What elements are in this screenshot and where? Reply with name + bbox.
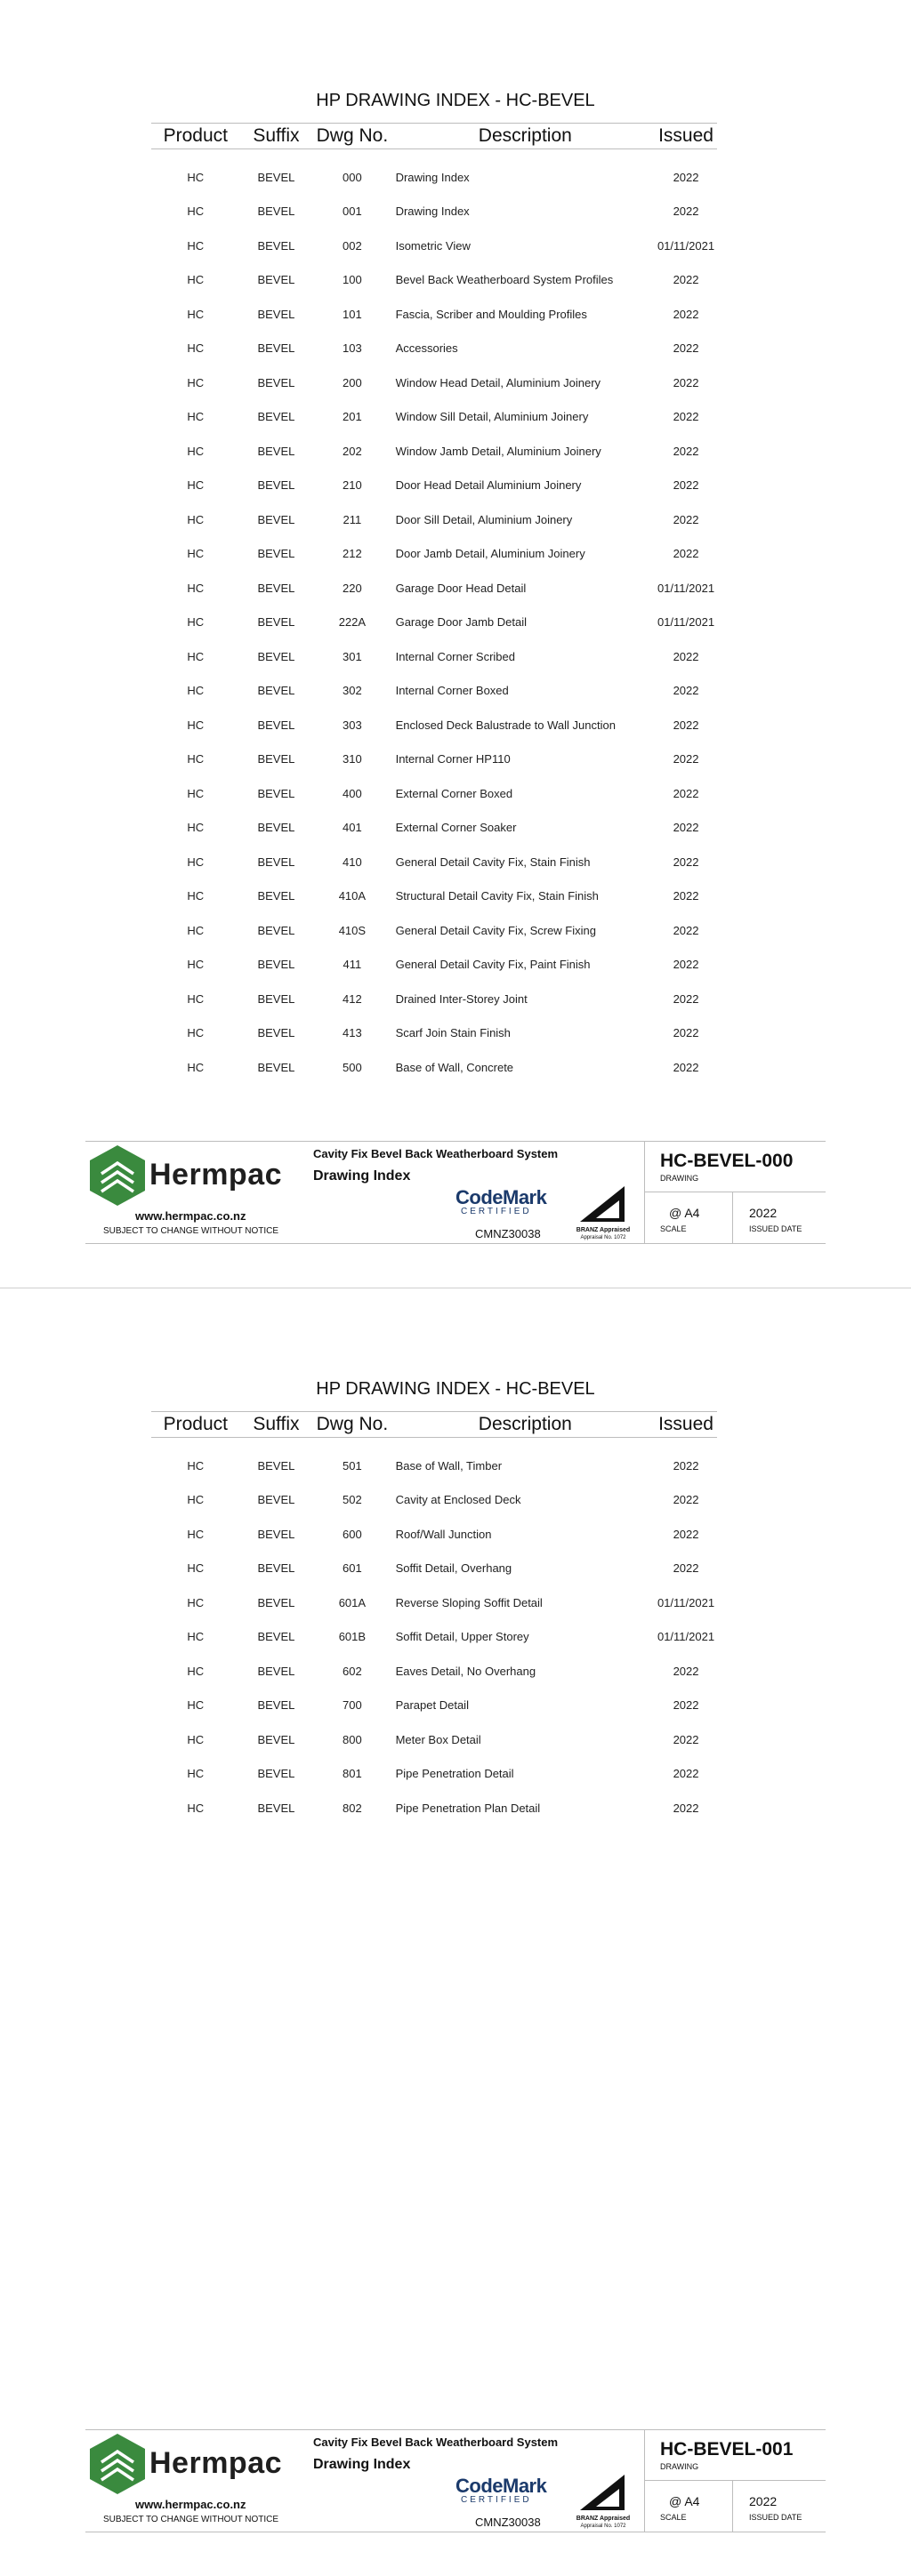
dwg-no-cell: 501 (343, 1458, 362, 1473)
drawing-number: HC-BEVEL-001 (660, 2439, 794, 2460)
issued-cell: 2022 (673, 1732, 699, 1746)
description-cell: Drawing Index (395, 205, 470, 219)
description-cell: Parapet Detail (395, 1698, 469, 1713)
suffix-cell: BEVEL (257, 444, 295, 458)
table-row (151, 674, 717, 709)
table-row (151, 297, 717, 332)
description-cell: Soffit Detail, Upper Storey (395, 1630, 529, 1644)
product-cell: HC (187, 1732, 205, 1746)
branz-logo (575, 1183, 632, 1241)
drawing-number: HC-BEVEL-000 (660, 1151, 794, 1171)
branz-mark-icon (575, 1183, 632, 1225)
issued-cell: 2022 (673, 821, 699, 835)
suffix-cell: BEVEL (257, 1732, 295, 1746)
table-row (151, 845, 717, 879)
description-cell: Fascia, Scriber and Moulding Profiles (395, 307, 587, 321)
dwg-no-cell: 222A (338, 615, 367, 630)
dwg-no-cell: 302 (343, 684, 362, 698)
dwg-no-cell: 201 (343, 410, 362, 424)
dwg-no-cell: 310 (343, 752, 362, 766)
dwg-no-cell: 410A (338, 889, 367, 903)
issued-cell: 2022 (673, 375, 699, 389)
col-description: Description (392, 1412, 655, 1438)
product-cell: HC (187, 1060, 205, 1074)
product-cell: HC (187, 958, 205, 972)
description-cell: Base of Wall, Concrete (395, 1060, 514, 1074)
description-cell: External Corner Soaker (395, 821, 517, 835)
suffix-cell: BEVEL (257, 923, 295, 937)
product-cell: HC (187, 855, 205, 869)
suffix-cell: BEVEL (257, 1801, 295, 1815)
product-cell: HC (187, 547, 205, 561)
suffix-cell: BEVEL (257, 205, 295, 219)
notice-text: SUBJECT TO CHANGE WITHOUT NOTICE (103, 2515, 279, 2524)
table-row (151, 708, 717, 742)
product-cell: HC (187, 478, 205, 493)
issued-cell: 2022 (673, 547, 699, 561)
suffix-cell: BEVEL (257, 238, 295, 253)
description-cell: Soffit Detail, Overhang (395, 1561, 512, 1576)
product-cell: HC (187, 1458, 205, 1473)
dwg-no-cell: 000 (343, 170, 362, 184)
product-cell: HC (187, 581, 205, 595)
suffix-cell: BEVEL (257, 786, 295, 800)
description-cell: External Corner Boxed (395, 786, 513, 800)
suffix-cell: BEVEL (257, 478, 295, 493)
col-issued: Issued (655, 1412, 717, 1438)
product-cell: HC (187, 1698, 205, 1713)
issued-cell: 01/11/2021 (657, 1595, 715, 1609)
suffix-cell: BEVEL (257, 1664, 295, 1678)
issued-cell: 2022 (673, 1458, 699, 1473)
table-row (151, 434, 717, 469)
branz-text: BRANZ Appraised Appraisal No. 1072 (576, 2516, 631, 2529)
issued-cell: 2022 (673, 786, 699, 800)
table-row (151, 811, 717, 846)
suffix-cell: BEVEL (257, 855, 295, 869)
suffix-cell: BEVEL (257, 718, 295, 732)
product-cell: HC (187, 889, 205, 903)
index-title: HP DRAWING INDEX - HC-BEVEL (316, 1379, 595, 1399)
table-row (151, 229, 717, 263)
suffix-cell: BEVEL (257, 684, 295, 698)
brand-name: Hermpac (149, 1158, 283, 1192)
issued-cell: 2022 (673, 889, 699, 903)
dwg-no-cell: 411 (343, 958, 362, 972)
product-cell: HC (187, 1595, 205, 1609)
issued-cell: 2022 (673, 1493, 699, 1507)
dwg-no-cell: 210 (343, 478, 362, 493)
product-cell: HC (187, 410, 205, 424)
table-row (151, 1620, 717, 1655)
title-block (85, 1141, 826, 1244)
issued-cell: 2022 (673, 1767, 699, 1781)
description-cell: Accessories (395, 341, 458, 356)
issued-cell: 2022 (673, 512, 699, 526)
dwg-no-cell: 502 (343, 1493, 362, 1507)
suffix-cell: BEVEL (257, 512, 295, 526)
dwg-no-cell: 410 (343, 855, 362, 869)
dwg-no-cell: 500 (343, 1060, 362, 1074)
col-suffix: Suffix (240, 1412, 313, 1438)
table-row (151, 469, 717, 503)
col-suffix: Suffix (240, 124, 313, 149)
description-cell: General Detail Cavity Fix, Paint Finish (395, 958, 591, 972)
brand-name: Hermpac (149, 2446, 283, 2480)
description-cell: Meter Box Detail (395, 1732, 481, 1746)
issued-cell: 2022 (673, 478, 699, 493)
issued-cell: 01/11/2021 (657, 615, 715, 630)
col-product: Product (151, 124, 240, 149)
table-row (151, 160, 717, 195)
col-dwg-no: Dwg No. (312, 1412, 391, 1438)
drawing-index-table (151, 1411, 717, 1826)
description-cell: Window Head Detail, Aluminium Joinery (395, 375, 601, 389)
dwg-no-cell: 200 (343, 375, 362, 389)
description-cell: Drawing Index (395, 170, 470, 184)
issued-cell: 2022 (673, 341, 699, 356)
hermpac-logo-icon (87, 1144, 148, 1208)
suffix-cell: BEVEL (257, 1630, 295, 1644)
dwg-no-cell: 100 (343, 273, 362, 287)
col-product: Product (151, 1412, 240, 1438)
suffix-cell: BEVEL (257, 1767, 295, 1781)
issued-cell: 2022 (673, 1060, 699, 1074)
table-row (151, 571, 717, 606)
suffix-cell: BEVEL (257, 615, 295, 630)
suffix-cell: BEVEL (257, 307, 295, 321)
suffix-cell: BEVEL (257, 1026, 295, 1040)
description-cell: Structural Detail Cavity Fix, Stain Finish (395, 889, 599, 903)
dwg-no-cell: 801 (343, 1767, 362, 1781)
issued-cell: 2022 (673, 205, 699, 219)
issued-cell: 01/11/2021 (657, 1630, 715, 1644)
drawing-name: Drawing Index (313, 2457, 411, 2472)
product-cell: HC (187, 718, 205, 732)
dwg-no-cell: 413 (343, 1026, 362, 1040)
codemark-logo (456, 1186, 571, 1216)
website-link[interactable]: www.hermpac.co.nz (135, 1209, 246, 1223)
product-cell: HC (187, 923, 205, 937)
product-cell: HC (187, 512, 205, 526)
description-cell: Enclosed Deck Balustrade to Wall Junction (395, 718, 616, 732)
branz-mark-icon (575, 2471, 632, 2514)
issued-date-value: 2022 (749, 1206, 778, 1220)
description-cell: Bevel Back Weatherboard System Profiles (395, 273, 614, 287)
table-header-row (151, 1412, 717, 1438)
col-description: Description (392, 124, 655, 149)
index-rows (151, 149, 717, 1085)
description-cell: Scarf Join Stain Finish (395, 1026, 511, 1040)
product-cell: HC (187, 1493, 205, 1507)
issued-cell: 2022 (673, 923, 699, 937)
issued-cell: 2022 (673, 1527, 699, 1541)
suffix-cell: BEVEL (257, 375, 295, 389)
codemark-certified: CERTIFIED (461, 2495, 532, 2505)
suffix-cell: BEVEL (257, 273, 295, 287)
table-row (151, 332, 717, 366)
description-cell: Door Jamb Detail, Aluminium Joinery (395, 547, 585, 561)
table-row (151, 400, 717, 435)
description-cell: Drained Inter-Storey Joint (395, 991, 528, 1006)
dwg-no-cell: 211 (343, 512, 362, 526)
table-row (151, 537, 717, 572)
suffix-cell: BEVEL (257, 547, 295, 561)
product-cell: HC (187, 341, 205, 356)
table-row (151, 1757, 717, 1792)
issued-date-label: ISSUED DATE (749, 2513, 802, 2522)
dwg-no-cell: 800 (343, 1732, 362, 1746)
drawing-sheet-2 (0, 1288, 911, 2576)
product-cell: HC (187, 205, 205, 219)
product-cell: HC (187, 991, 205, 1006)
table-row (151, 1483, 717, 1518)
dwg-no-cell: 400 (343, 786, 362, 800)
description-cell: Pipe Penetration Plan Detail (395, 1801, 541, 1815)
index-rows (151, 1438, 717, 1826)
issued-cell: 2022 (673, 991, 699, 1006)
suffix-cell: BEVEL (257, 1561, 295, 1576)
product-cell: HC (187, 1801, 205, 1815)
product-cell: HC (187, 444, 205, 458)
table-row (151, 1654, 717, 1689)
drawing-label: DRAWING (660, 1174, 699, 1183)
product-cell: HC (187, 170, 205, 184)
suffix-cell: BEVEL (257, 1595, 295, 1609)
issued-cell: 2022 (673, 718, 699, 732)
drawing-name: Drawing Index (313, 1168, 411, 1184)
suffix-cell: BEVEL (257, 410, 295, 424)
dwg-no-cell: 303 (343, 718, 362, 732)
description-cell: Roof/Wall Junction (395, 1527, 492, 1541)
description-cell: Garage Door Jamb Detail (395, 615, 527, 630)
table-row (151, 502, 717, 537)
table-row (151, 948, 717, 983)
dwg-no-cell: 412 (343, 991, 362, 1006)
dwg-no-cell: 220 (343, 581, 362, 595)
product-cell: HC (187, 684, 205, 698)
dwg-no-cell: 700 (343, 1698, 362, 1713)
suffix-cell: BEVEL (257, 752, 295, 766)
issued-cell: 2022 (673, 1698, 699, 1713)
issued-cell: 2022 (673, 307, 699, 321)
dwg-no-cell: 601 (343, 1561, 362, 1576)
description-cell: Internal Corner Boxed (395, 684, 509, 698)
suffix-cell: BEVEL (257, 991, 295, 1006)
issued-cell: 2022 (673, 170, 699, 184)
product-cell: HC (187, 273, 205, 287)
codemark-certified: CERTIFIED (461, 1207, 532, 1216)
product-cell: HC (187, 615, 205, 630)
drawing-label: DRAWING (660, 2462, 699, 2471)
table-row (151, 1050, 717, 1085)
suffix-cell: BEVEL (257, 581, 295, 595)
dwg-no-cell: 001 (343, 205, 362, 219)
product-cell: HC (187, 1664, 205, 1678)
product-cell: HC (187, 375, 205, 389)
table-row (151, 1689, 717, 1723)
product-cell: HC (187, 821, 205, 835)
product-cell: HC (187, 786, 205, 800)
hermpac-logo-icon (87, 2432, 148, 2496)
index-title: HP DRAWING INDEX - HC-BEVEL (316, 91, 595, 110)
suffix-cell: BEVEL (257, 1458, 295, 1473)
branz-text: BRANZ Appraised Appraisal No. 1072 (576, 1227, 631, 1240)
website-link[interactable]: www.hermpac.co.nz (135, 2498, 246, 2511)
table-row (151, 1791, 717, 1826)
issued-cell: 2022 (673, 273, 699, 287)
suffix-cell: BEVEL (257, 1527, 295, 1541)
description-cell: Isometric View (395, 238, 471, 253)
dwg-no-cell: 410S (338, 923, 367, 937)
description-cell: Garage Door Head Detail (395, 581, 527, 595)
table-row (151, 1016, 717, 1051)
product-cell: HC (187, 1630, 205, 1644)
suffix-cell: BEVEL (257, 889, 295, 903)
suffix-cell: BEVEL (257, 1698, 295, 1713)
issued-cell: 2022 (673, 1801, 699, 1815)
dwg-no-cell: 401 (343, 821, 362, 835)
product-cell: HC (187, 1527, 205, 1541)
table-row (151, 365, 717, 400)
suffix-cell: BEVEL (257, 170, 295, 184)
description-cell: Eaves Detail, No Overhang (395, 1664, 536, 1678)
dwg-no-cell: 600 (343, 1527, 362, 1541)
dwg-no-cell: 301 (343, 649, 362, 663)
issued-date-label: ISSUED DATE (749, 1224, 802, 1233)
product-cell: HC (187, 238, 205, 253)
scale-value: @ A4 (669, 2494, 700, 2508)
dwg-no-cell: 103 (343, 341, 362, 356)
branz-logo (575, 2471, 632, 2530)
table-row (151, 1448, 717, 1483)
product-cell: HC (187, 752, 205, 766)
dwg-no-cell: 802 (343, 1801, 362, 1815)
codemark-word: CodeMark (456, 2475, 547, 2497)
product-cell: HC (187, 307, 205, 321)
description-cell: Window Sill Detail, Aluminium Joinery (395, 410, 589, 424)
issued-cell: 2022 (673, 752, 699, 766)
suffix-cell: BEVEL (257, 1060, 295, 1074)
col-issued: Issued (655, 124, 717, 149)
description-cell: Door Head Detail Aluminium Joinery (395, 478, 582, 493)
dwg-no-cell: 101 (343, 307, 362, 321)
product-cell: HC (187, 1026, 205, 1040)
cert-number: CMNZ30038 (475, 1227, 541, 1240)
suffix-cell: BEVEL (257, 1493, 295, 1507)
description-cell: Internal Corner Scribed (395, 649, 515, 663)
suffix-cell: BEVEL (257, 958, 295, 972)
notice-text: SUBJECT TO CHANGE WITHOUT NOTICE (103, 1226, 279, 1236)
scale-label: SCALE (660, 1224, 687, 1233)
issued-cell: 2022 (673, 1561, 699, 1576)
table-row (151, 776, 717, 811)
table-row (151, 1517, 717, 1552)
col-dwg-no: Dwg No. (312, 124, 391, 149)
issued-cell: 2022 (673, 444, 699, 458)
issued-cell: 2022 (673, 649, 699, 663)
description-cell: Internal Corner HP110 (395, 752, 511, 766)
table-row (151, 879, 717, 914)
issued-cell: 2022 (673, 958, 699, 972)
issued-cell: 2022 (673, 1026, 699, 1040)
description-cell: General Detail Cavity Fix, Stain Finish (395, 855, 591, 869)
suffix-cell: BEVEL (257, 341, 295, 356)
table-row (151, 606, 717, 640)
table-row (151, 1722, 717, 1757)
description-cell: Reverse Sloping Soffit Detail (395, 1595, 543, 1609)
system-name: Cavity Fix Bevel Back Weatherboard System (313, 1147, 559, 1160)
issued-cell: 2022 (673, 1664, 699, 1678)
table-row (151, 1552, 717, 1586)
description-cell: Window Jamb Detail, Aluminium Joinery (395, 444, 601, 458)
codemark-logo (456, 2475, 571, 2505)
dwg-no-cell: 202 (343, 444, 362, 458)
dwg-no-cell: 601B (338, 1630, 367, 1644)
issued-cell: 2022 (673, 684, 699, 698)
table-header-row (151, 124, 717, 149)
issued-cell: 01/11/2021 (657, 238, 715, 253)
description-cell: Cavity at Enclosed Deck (395, 1493, 521, 1507)
issued-cell: 01/11/2021 (657, 581, 715, 595)
scale-label: SCALE (660, 2513, 687, 2522)
dwg-no-cell: 602 (343, 1664, 362, 1678)
table-row (151, 742, 717, 777)
scale-value: @ A4 (669, 1206, 700, 1220)
cert-number: CMNZ30038 (475, 2516, 541, 2529)
system-name: Cavity Fix Bevel Back Weatherboard System (313, 2436, 559, 2449)
product-cell: HC (187, 649, 205, 663)
description-cell: Door Sill Detail, Aluminium Joinery (395, 512, 573, 526)
description-cell: Pipe Penetration Detail (395, 1767, 514, 1781)
issued-cell: 2022 (673, 855, 699, 869)
suffix-cell: BEVEL (257, 649, 295, 663)
issued-cell: 2022 (673, 410, 699, 424)
description-cell: General Detail Cavity Fix, Screw Fixing (395, 923, 596, 937)
title-block (85, 2429, 826, 2532)
table-row (151, 913, 717, 948)
product-cell: HC (187, 1767, 205, 1781)
description-cell: Base of Wall, Timber (395, 1458, 503, 1473)
dwg-no-cell: 212 (343, 547, 362, 561)
product-cell: HC (187, 1561, 205, 1576)
drawing-index-table (151, 123, 717, 1085)
suffix-cell: BEVEL (257, 821, 295, 835)
table-row (151, 1585, 717, 1620)
table-row (151, 982, 717, 1016)
dwg-no-cell: 002 (343, 238, 362, 253)
table-row (151, 639, 717, 674)
table-row (151, 263, 717, 298)
dwg-no-cell: 601A (338, 1595, 367, 1609)
codemark-word: CodeMark (456, 1186, 547, 1208)
issued-date-value: 2022 (749, 2494, 778, 2508)
table-row (151, 195, 717, 229)
